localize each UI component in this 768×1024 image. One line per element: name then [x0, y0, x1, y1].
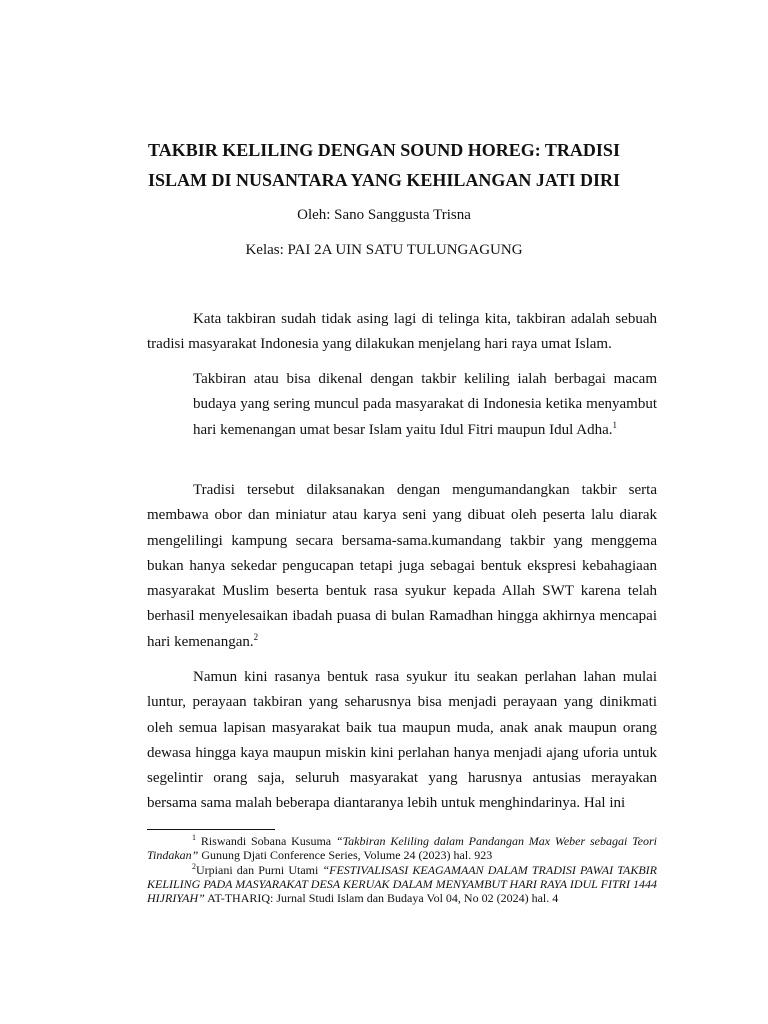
title-line-2: ISLAM DI NUSANTARA YANG KEHILANGAN JATI DIRI: [147, 170, 621, 190]
author-line: Oleh: Sano Sanggusta Trisna: [297, 207, 471, 223]
paragraph-intro-text: Kata takbiran sudah tidak asing lagi di telinga kita, takbiran adalah sebuah tradisi masyarakat Indonesia yang dilakukan menjelang hari raya umat Islam.: [147, 311, 657, 353]
footnote-2-author: Urpiani dan Purni Utami: [196, 863, 323, 877]
document-title: [100, 135, 668, 195]
footnote-ref-1: 1: [612, 419, 617, 430]
block-quote-text: Takbiran atau bisa dikenal dengan takbir keliling ialah berbagai macam budaya yang sering muncul pada masyarakat di Indonesia ketika menyambut hari kemenangan umat besar Islam yaitu Idul Fitri maupun Idul Adha.: [193, 371, 657, 438]
footnote-ref-2: 2: [253, 631, 259, 642]
footnote-separator: [147, 829, 275, 830]
paragraph-tradition: [147, 478, 657, 655]
footnote-2-source: AT-THARIQ: Jurnal Studi Islam dan Budaya Vol 04, No 02 (2024) hal. 4: [204, 891, 559, 906]
footnote-2-number: 2: [192, 862, 196, 871]
title-line-1: TAKBIR KELILING DENGAN SOUND HOREG: TRADISI: [148, 140, 620, 160]
footnote-1-title: “Takbiran Keliling dalam Pandangan Max Weber sebagai Teori Tindakan”: [147, 834, 658, 863]
footnote-1-author: Riswandi Sobana Kusuma: [196, 834, 336, 848]
footnote-1-source: Gunung Djati Conference Series, Volume 24 (2023) hal. 923: [198, 848, 493, 863]
footnote-1-number: 1: [192, 833, 196, 842]
footnote-1: [147, 834, 657, 862]
footnote-2-title: “FESTIVALISASI KEAGAMAAN DALAM TRADISI PAWAI TAKBIR KELILING PADA MASYARAKAT DESA KERUAK DALAM MENYAMBUT HARI RAYA IDUL FITRI 1444 HIJRIYAH”: [147, 863, 657, 906]
paragraph-decline-text: Namun kini rasanya bentuk rasa syukur itu seakan perlahan lahan mulai luntur, perayaan takbiran yang seharusnya bisa menjadi perayaan yang dinikmati oleh semua lapisan masyarakat baik tua maupun muda, anak anak maupun orang dewasa hingga kaya maupun miskin kini perlahan hanya menjadi ajang uforia untuk segelintir orang saja, seluruh masyarakat yang harusnya antusias merayakan bersama sama malah beberapa diantaranya lebih untuk menghindarinya. Hal ini: [147, 669, 657, 812]
class-info-line: Kelas: PAI 2A UIN SATU TULUNGAGUNG: [245, 242, 523, 258]
paragraph-decline: [147, 665, 657, 817]
block-quote: [193, 367, 657, 443]
footnote-2: [147, 863, 657, 906]
paragraph-tradition-text: Tradisi tersebut dilaksanakan dengan mengumandangkan takbir serta membawa obor dan miniatur atau karya seni yang dibuat oleh peserta lalu diarak mengelilingi kampung secara bersama-sama.kumandang takbir yang menggema bukan hanya sekedar pengucapan tetapi juga sebagai bentuk ekspresi kebahagiaan masyarakat Muslim beserta bentuk rasa syukur kepada Allah SWT karena telah berhasil menyelesaikan ibadah puasa di bulan Ramadhan hingga akhirnya mencapai hari kemenangan.: [147, 482, 657, 650]
paragraph-intro: [147, 307, 657, 358]
